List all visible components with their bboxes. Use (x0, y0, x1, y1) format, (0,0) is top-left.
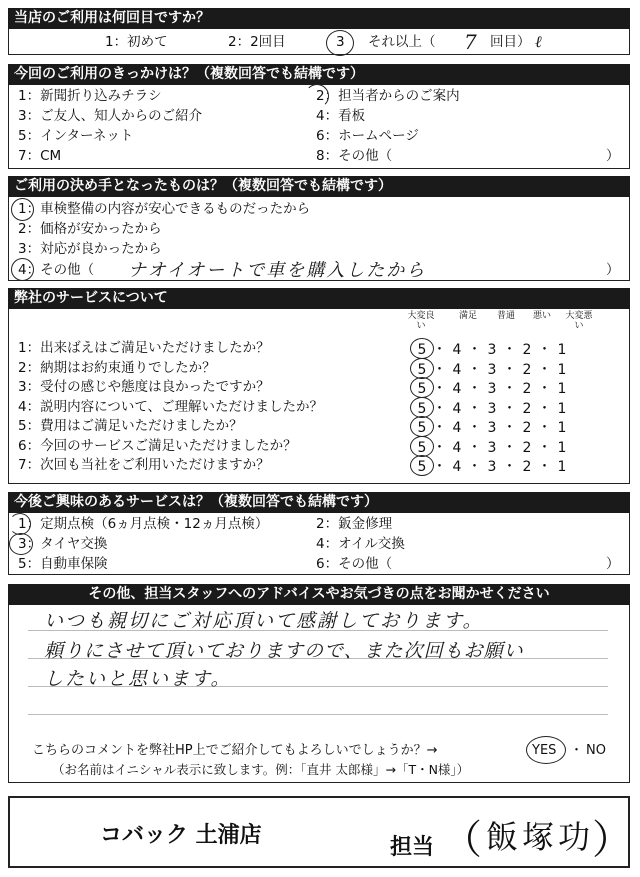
consent-yes-circle (526, 736, 566, 764)
q1-header: 当店のご利用は何回目ですか？ (8, 8, 630, 29)
q1-times-label: 回目） (490, 34, 531, 50)
q2-header: 今回のご利用のきっかけは？（複数回答でも結構です） (8, 64, 630, 85)
rating-option-5[interactable]: 5 (417, 361, 427, 378)
rating-separator: ・ (537, 361, 552, 378)
rating-separator: ・ (467, 420, 482, 436)
q1-handwritten-count: 7 (464, 30, 477, 54)
q3-option-4[interactable]: 4：その他（ (18, 262, 95, 278)
scale-label-normal: 普通 (496, 311, 515, 321)
rating-option-2[interactable]: 2 (522, 381, 532, 397)
rating-separator: ・ (467, 361, 482, 378)
rating-option-2[interactable]: 2 (522, 439, 532, 456)
q2-option-2[interactable]: 2：担当者からのご案内 (316, 88, 460, 104)
q5-option-5[interactable]: 5：自動車保険 (18, 556, 108, 572)
q1-option-more: それ以上（ (368, 34, 436, 50)
rating-separator: ・ (432, 361, 447, 378)
q5-option-4[interactable]: 4：オイル交換 (316, 536, 405, 552)
consent-yes[interactable]: YES (532, 743, 557, 758)
scale-label-very-good: 大変良い (407, 311, 435, 331)
rating-scale (412, 339, 572, 359)
staff-label: 担当 (390, 835, 435, 860)
rating-scale (412, 417, 572, 437)
q2-close-paren: ） (606, 148, 620, 164)
consent-question: こちらのコメントを弊社HP上でご紹介してもよろしいでしょうか？→ (32, 743, 438, 758)
rating-option-1[interactable]: 1 (557, 420, 567, 436)
rating-option-1[interactable]: 1 (557, 400, 567, 417)
rating-selection-circle (410, 377, 434, 398)
q5-selection-circle-3 (9, 533, 33, 555)
rating-option-4[interactable]: 4 (452, 400, 462, 417)
rating-separator: ・ (467, 342, 482, 358)
rating-selection-circle (410, 338, 434, 359)
rating-option-4[interactable]: 4 (452, 361, 462, 378)
rating-separator: ・ (467, 400, 482, 417)
rating-selection-circle (410, 455, 434, 476)
rating-separator: ・ (537, 400, 552, 417)
consent-no[interactable]: NO (586, 743, 606, 758)
rating-option-4[interactable]: 4 (452, 439, 462, 456)
rating-option-4[interactable]: 4 (452, 459, 462, 475)
q5-close-paren: ） (606, 556, 620, 572)
q6-header: その他、担当スタッフへのアドバイスやお気づきの点をお聞かせください (8, 584, 630, 605)
rating-option-2[interactable]: 2 (522, 459, 532, 475)
q3-selection-circle-1 (11, 198, 34, 221)
rating-option-2[interactable]: 2 (522, 342, 532, 358)
q5-option-6[interactable]: 6：その他（ (316, 556, 393, 572)
consent-dot: ・ (570, 743, 584, 758)
comment-line-3: したいと思います。 (44, 668, 232, 690)
scale-label-bad: 悪い (532, 311, 551, 321)
q5-option-2[interactable]: 2：鈑金修理 (316, 516, 393, 532)
rating-separator: ・ (537, 381, 552, 397)
rating-option-4[interactable]: 4 (452, 381, 462, 397)
rating-option-3[interactable]: 3 (487, 400, 497, 417)
rating-separator: ・ (502, 361, 517, 378)
rating-separator: ・ (467, 381, 482, 397)
service-question: 3：受付の感じや態度は良かったですか？ (18, 379, 270, 395)
q3-close-paren: ） (606, 262, 620, 278)
rating-option-3[interactable]: 3 (487, 342, 497, 358)
q2-option-4[interactable]: 4：看板 (316, 108, 366, 124)
rating-separator: ・ (502, 400, 517, 417)
q1-mark: ℓ (535, 32, 542, 51)
q2-option-3[interactable]: 3：ご友人、知人からのご紹介 (18, 108, 203, 124)
rating-option-2[interactable]: 2 (522, 420, 532, 436)
service-question: 1：出来ばえはご満足いただけましたか？ (18, 340, 270, 356)
rating-option-5[interactable]: 5 (417, 381, 427, 397)
rating-option-5[interactable]: 5 (417, 459, 427, 475)
q2-option-1[interactable]: 1：新聞折り込みチラシ (18, 88, 162, 104)
consent-note: （お名前はイニシャル表示に致します。例：「直井 太郎様」→「T・N様」） (52, 762, 470, 777)
rating-selection-circle (410, 436, 434, 457)
comment-line-2: 頼りにさせて頂いておりますので、また次回もお願い (44, 640, 524, 662)
rating-separator: ・ (467, 439, 482, 456)
staff-name: 飯塚功 (486, 818, 595, 856)
scale-label-satisfied: 満足 (458, 311, 477, 321)
rating-option-3[interactable]: 3 (487, 459, 497, 475)
rating-scale (412, 398, 572, 418)
rating-selection-circle (410, 358, 434, 379)
q5-selection-circle-1 (9, 513, 31, 535)
rating-option-3[interactable]: 3 (487, 420, 497, 436)
comment-line (28, 714, 608, 715)
rating-option-1[interactable]: 1 (557, 381, 567, 397)
rating-separator: ・ (502, 420, 517, 436)
q1-option-2[interactable]: 2：2回目 (228, 34, 286, 50)
q3-option-1[interactable]: 1：車検整備の内容が安心できるものだったから (18, 201, 311, 217)
q5-header: 今後ご興味のあるサービスは？（複数回答でも結構です） (8, 492, 630, 513)
rating-option-3[interactable]: 3 (487, 361, 497, 378)
rating-scale (412, 456, 572, 476)
staff-open-paren: （ (442, 817, 482, 863)
q3-option-2[interactable]: 2：価格が安かったから (18, 221, 162, 237)
rating-separator: ・ (502, 439, 517, 456)
rating-separator: ・ (432, 381, 447, 397)
q3-header: ご利用の決め手となったものは？（複数回答でも結構です） (8, 176, 630, 197)
rating-separator: ・ (502, 342, 517, 358)
q1-option-3[interactable]: 3 (336, 34, 345, 50)
q3-selection-circle-4 (11, 258, 34, 281)
rating-scale (412, 378, 572, 398)
service-question: 4：説明内容について、ご理解いただけましたか？ (18, 398, 324, 415)
shop-name: コバック 土浦店 (100, 823, 262, 848)
q1-selection-circle (326, 30, 354, 56)
service-question: 6：今回のサービスご満足いただけましたか？ (18, 437, 297, 454)
rating-separator: ・ (502, 459, 517, 475)
rating-option-2[interactable]: 2 (522, 400, 532, 417)
rating-separator: ・ (432, 400, 447, 417)
scale-label-very-bad: 大変悪い (565, 311, 593, 331)
q2-option-7[interactable]: 7：CM (18, 148, 62, 164)
rating-option-2[interactable]: 2 (522, 361, 532, 378)
rating-option-1[interactable]: 1 (557, 459, 567, 475)
rating-option-4[interactable]: 4 (452, 342, 462, 358)
rating-selection-circle (410, 397, 434, 418)
service-question: 5：費用はご満足いただけましたか？ (18, 418, 243, 434)
q3-other-answer: ナオイオートで車を購入したから (128, 260, 427, 281)
q3-option-3[interactable]: 3：対応が良かったから (18, 241, 162, 257)
rating-separator: ・ (537, 459, 552, 475)
rating-option-3[interactable]: 3 (487, 439, 497, 456)
rating-option-1[interactable]: 1 (557, 361, 567, 378)
rating-option-3[interactable]: 3 (487, 381, 497, 397)
rating-separator: ・ (432, 459, 447, 475)
rating-separator: ・ (467, 459, 482, 475)
rating-separator: ・ (432, 420, 447, 436)
q5-option-3[interactable]: 3：タイヤ交換 (18, 536, 108, 552)
comment-line-1: いつも親切にご対応頂いて感謝しております。 (44, 610, 484, 632)
service-question: 2：納期はお約束通りでしたか？ (18, 359, 216, 376)
rating-separator: ・ (537, 342, 552, 358)
q4-header: 弊社のサービスについて (8, 288, 630, 309)
q2-option-8[interactable]: 8：その他（ (316, 148, 393, 164)
rating-separator: ・ (432, 439, 447, 456)
q2-selection-circle (305, 84, 329, 108)
rating-option-5[interactable]: 5 (417, 420, 427, 436)
rating-option-5[interactable]: 5 (417, 439, 427, 456)
q1-option-1[interactable]: 1：初めて (105, 34, 168, 50)
rating-selection-circle (410, 416, 434, 437)
service-question: 7：次回も当社をご利用いただけますか？ (18, 457, 270, 473)
rating-separator: ・ (537, 420, 552, 436)
rating-option-4[interactable]: 4 (452, 420, 462, 436)
q2-option-5[interactable]: 5：インターネット (18, 128, 134, 144)
rating-option-5[interactable]: 5 (417, 400, 427, 417)
rating-scale (412, 359, 572, 379)
rating-separator: ・ (537, 439, 552, 456)
rating-option-5[interactable]: 5 (417, 342, 427, 358)
rating-option-1[interactable]: 1 (557, 342, 567, 358)
q5-option-1[interactable]: 1：定期点検（6ヵ月点検・12ヵ月点検） (18, 516, 269, 532)
rating-scale (412, 437, 572, 457)
rating-separator: ・ (432, 342, 447, 358)
rating-separator: ・ (502, 381, 517, 397)
staff-close-paren: ） (592, 817, 632, 863)
rating-option-1[interactable]: 1 (557, 439, 567, 456)
q2-option-6[interactable]: 6：ホームページ (316, 128, 419, 144)
